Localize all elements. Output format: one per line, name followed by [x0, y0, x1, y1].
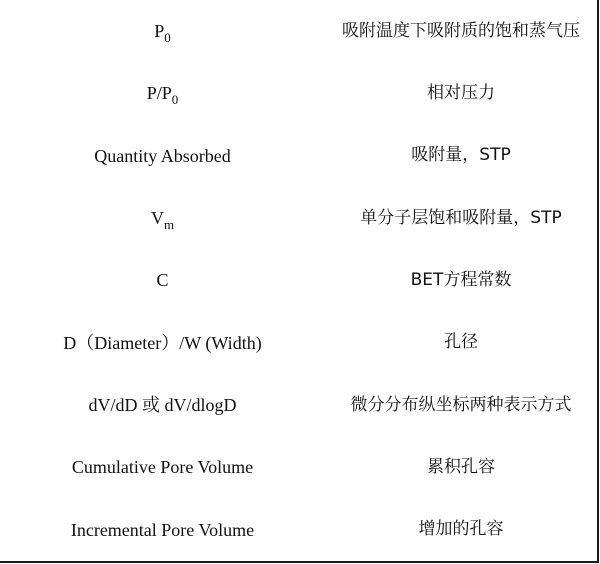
- term-cell: [0, 0, 325, 62]
- table-row: [0, 436, 597, 498]
- table-row: [0, 374, 597, 436]
- term-text: P: [154, 21, 165, 42]
- term-cell: [0, 62, 325, 124]
- meaning-cell: 吸附量，STP: [411, 145, 511, 166]
- term-text: dV/dD 或 dV/dlogD: [88, 395, 237, 416]
- term-text: V: [150, 208, 164, 229]
- meaning-cell: 单分子层饱和吸附量，STP: [360, 207, 562, 228]
- term-cell: [0, 374, 325, 436]
- term-text: Cumulative Pore Volume: [71, 457, 254, 478]
- term-subscript: 0: [171, 92, 179, 108]
- meaning-cell: 增加的孔容: [418, 519, 504, 540]
- meaning-cell: 相对压力: [427, 82, 495, 103]
- meaning-cell: 微分分布纵坐标两种表示方式: [350, 394, 572, 415]
- table-row: [0, 62, 597, 124]
- table-row: [0, 0, 597, 62]
- table-row: [0, 499, 597, 561]
- term-subscript: 0: [164, 30, 171, 46]
- term-text: Incremental Pore Volume: [70, 519, 255, 540]
- term-text: D（Diameter）/W (Width): [63, 332, 262, 353]
- term-text: Quantity Absorbed: [94, 145, 231, 166]
- meaning-cell: 孔径: [444, 332, 478, 353]
- term-text: C: [156, 270, 169, 291]
- table-row: [0, 187, 597, 249]
- term-text: P/P: [146, 83, 172, 104]
- term-cell: [0, 125, 325, 187]
- term-cell: [0, 436, 325, 498]
- meaning-cell: 吸附温度下吸附质的饱和蒸气压: [342, 20, 580, 41]
- term-cell: [0, 499, 325, 561]
- term-subscript: m: [163, 217, 175, 233]
- term-cell: [0, 187, 325, 249]
- term-cell: [0, 312, 325, 374]
- term-cell: [0, 249, 325, 311]
- table-row: [0, 249, 597, 311]
- table-row: [0, 312, 597, 374]
- table-row: [0, 125, 597, 187]
- meaning-cell: BET方程常数: [410, 269, 512, 290]
- meaning-cell: 累积孔容: [427, 456, 495, 477]
